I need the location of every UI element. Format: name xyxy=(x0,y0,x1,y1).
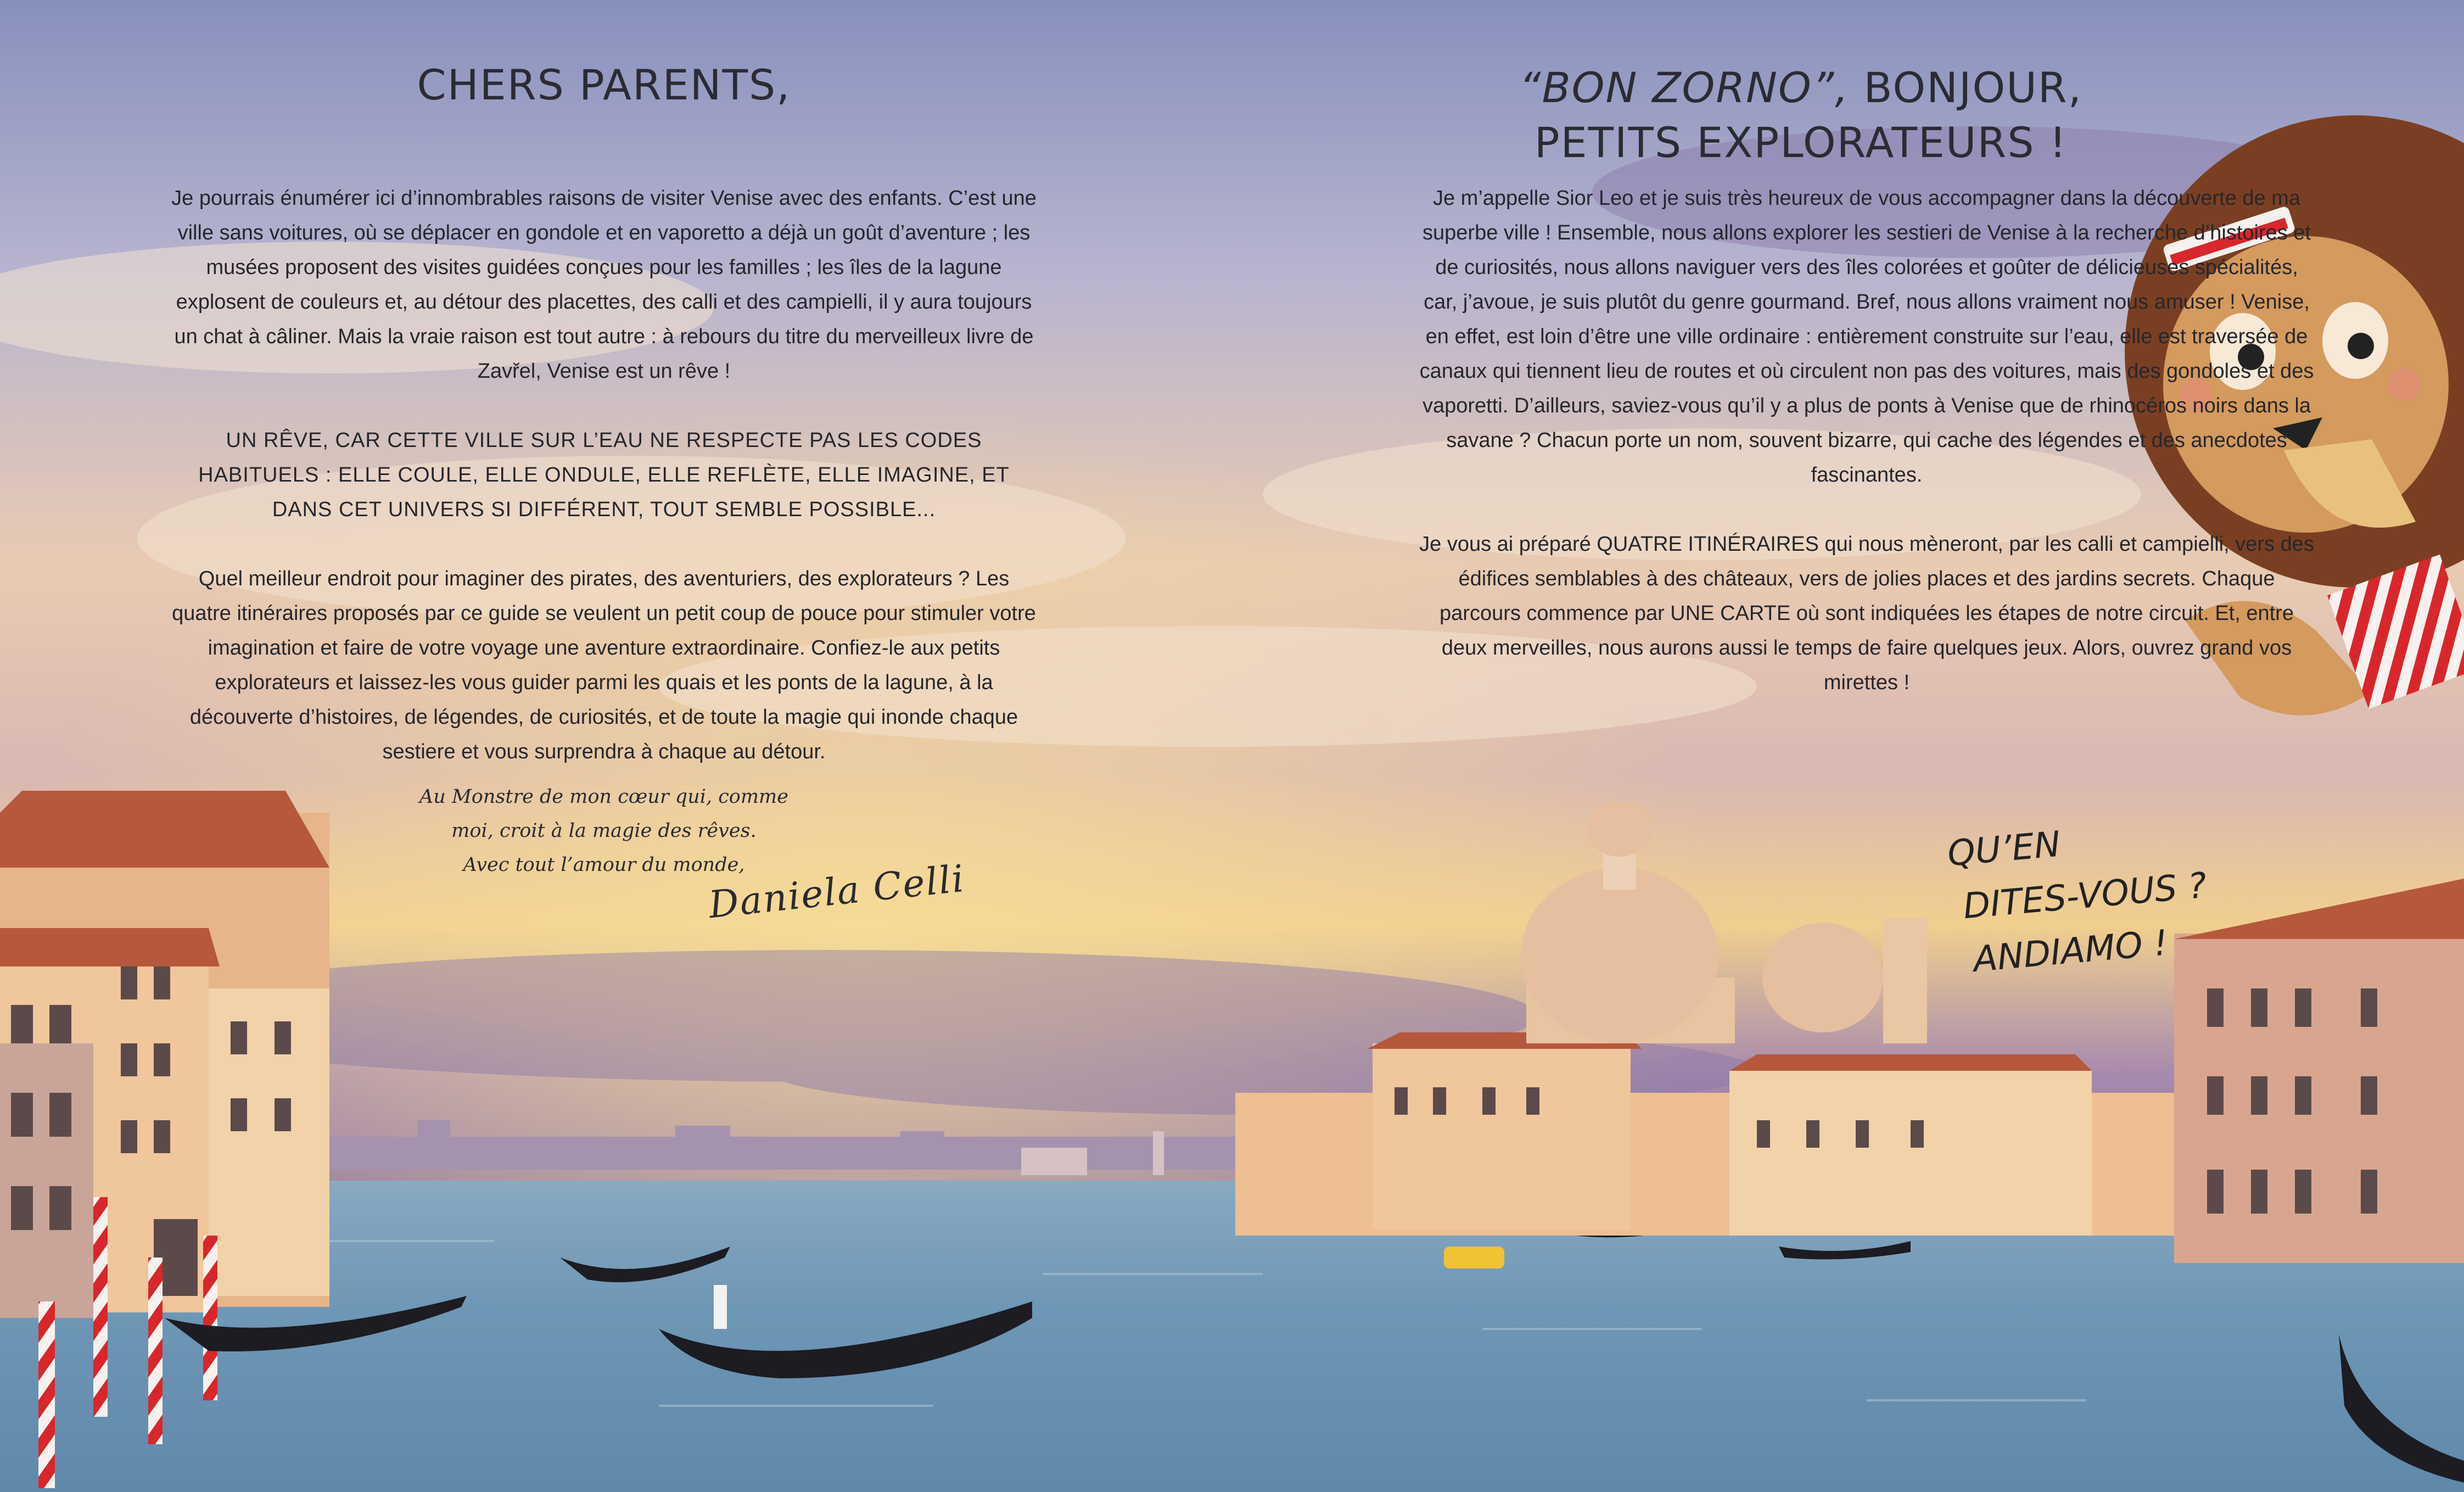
right-paragraph-intro: Je m’appelle Sior Leo et je suis très heureux de vous accompagner dans la découverte de ma superbe ville ! Ensemble, nous allons explorer les sestieri de Venise à la recherche d’histoires et de curiosités, nous allons naviguer vers des îles colorées et goûter de délicieuses spécialités, car, j’avoue, je suis plutôt du genre gourmand. Bref, nous allons vraiment nous amuser ! Venise, en effet, est loin d’être une ville ordinaire : entièrement construite sur l’eau, elle est traversée de canaux qui tiennent lieu de routes et où circulent non pas des voitures, mais des gondoles et des vaporetti. D’ailleurs, saviez-vous qu’il y a plus de ponts à Venise que de rhinocéros noirs dans la savane ? Chacun porte un nom, souvent bizarre, qui cache des légendes et des anecdotes fascinantes. xyxy=(1419,187,2314,487)
dedication-line: Avec tout l’amour du monde, xyxy=(463,854,745,876)
right-page-title xyxy=(1444,60,2158,170)
left-paragraph-itineraries: Quel meilleur endroit pour imaginer des pirates, des aventuriers, des explorateurs ? Les quatre itinéraires proposés par ce guide se veulent un petit coup de pouce pour stimuler votre imagination et faire de votre voyage une aventure extraordinaire. Confiez-le aux petits explorateurs et laissez-les vous guider parmi les quais et les ponts de la lagune, à la découverte d’histoires, de légendes, de curiosités, et de toute la magie qui inonde chaque sestiere et vous surprendra à chaque au détour. xyxy=(172,567,1036,763)
exclaim-line: DITES-VOUS ? xyxy=(1961,865,2209,927)
exclaim-line: ANDIAMO ! xyxy=(1972,923,2170,981)
dedication xyxy=(384,780,824,882)
right-paragraph-itineraries: Je vous ai préparé QUATRE ITINÉRAIRES qui nous mèneront, par les calli et campielli, vers des édifices semblables à des châteaux, vers de jolies places et des jardins secrets. Chaque parcours commence par UNE CARTE où sont indiquées les étapes de notre circuit. Et, entre deux merveilles, nous aurons aussi le temps de faire quelques jeux. Alors, ouvrez grand vos mirettes ! xyxy=(1419,533,2314,694)
dedication-line: Au Monstre de mon cœur qui, comme xyxy=(419,786,788,808)
left-buildings xyxy=(0,791,329,1318)
dedication-line: moi, croit à la magie des rêves. xyxy=(451,820,757,842)
right-page-body xyxy=(1416,181,2317,735)
title-explorers: PETITS EXPLORATEURS ! xyxy=(1534,118,2068,167)
left-paragraph-dream: UN RÊVE, CAR CETTE VILLE SUR L’EAU NE RESPECTE PAS LES CODES HABITUELS : ELLE COULE, ELLE ONDULE, ELLE REFLÈTE, ELLE IMAGINE, ET DANS CET UNIVERS SI DIFFÉRENT, TOUT SEMBLE POSSIBLE... xyxy=(198,429,1010,521)
andiamo-exclamation xyxy=(1945,798,2287,988)
left-page-body xyxy=(170,181,1038,804)
left-page-title: CHERS PARENTS, xyxy=(417,60,791,109)
left-paragraph-intro: Je pourrais énumérer ici d’innombrables raisons de visiter Venise avec des enfants. C’est une ville sans voitures, où se déplacer en gondole et en vaporetto a déjà un goût d’aventure ; les musées proposent des visites guidées conçues pour les familles ; les îles de la lagune explosent de couleurs et, au détour des placettes, des calli et des campielli, il y aura toujours un chat à câliner. Mais la vraie raison est tout autre : à rebours du titre du merveilleux livre de Zavřel, Venise est un rêve ! xyxy=(171,187,1037,383)
title-greeting-rest: BONJOUR, xyxy=(1849,63,2082,112)
exclaim-line: QU’EN xyxy=(1946,824,2062,875)
title-greeting-quote: “BON ZORNO”, xyxy=(1519,63,1850,112)
author-signature: Daniela Celli xyxy=(707,857,967,927)
water-taxi xyxy=(1444,1247,1504,1269)
